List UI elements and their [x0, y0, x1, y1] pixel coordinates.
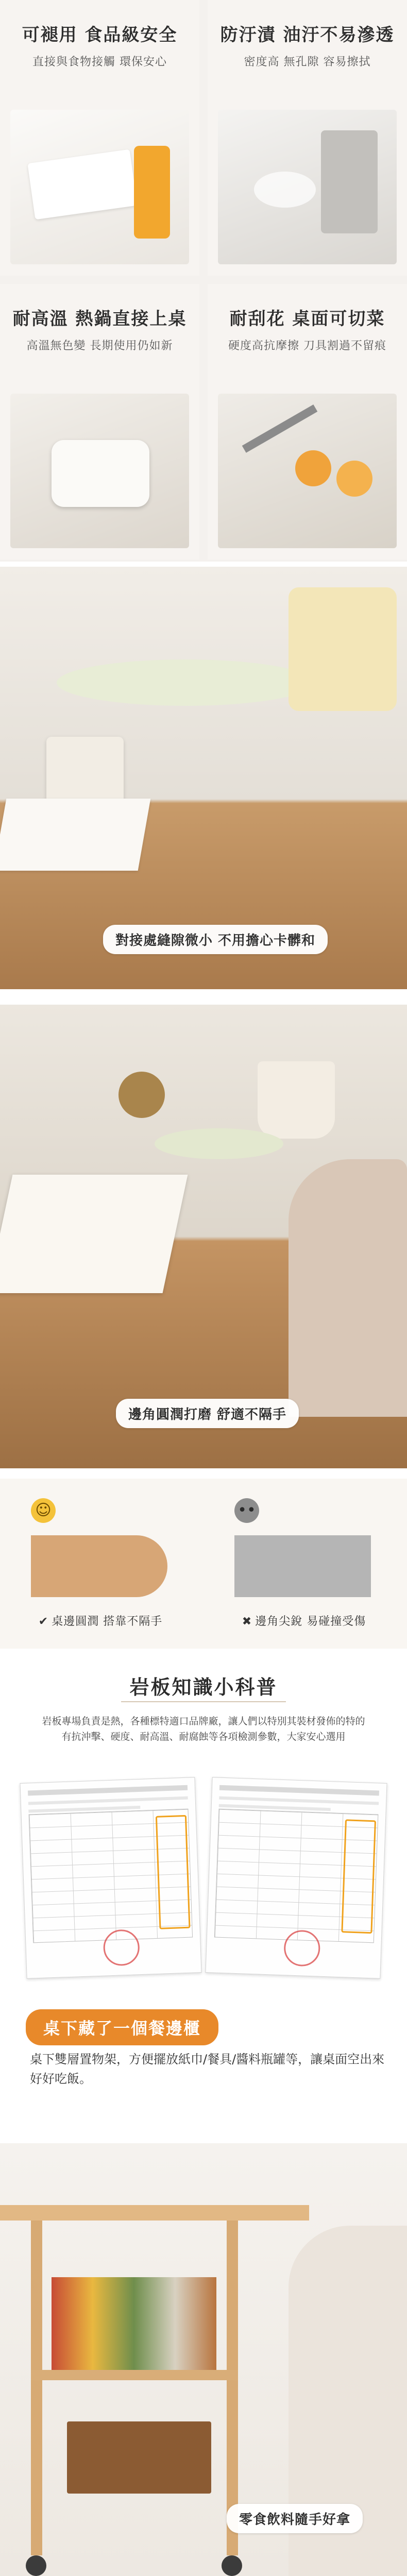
orange-slice-shape	[295, 450, 331, 486]
test-report-document	[20, 1777, 201, 1979]
feature-title: 耐刮花 桌面可切菜	[229, 309, 385, 329]
comparison-bad-text: 邊角尖銳 易碰撞受傷	[255, 1615, 366, 1628]
feature-card-stain-proof	[208, 0, 407, 276]
doc-header-bar	[219, 1785, 379, 1796]
test-report-document	[205, 1777, 387, 1979]
candle-jar-shape	[118, 1072, 165, 1118]
knowledge-body: 岩板專場負責是熱，各種標特適口品牌廠，讓人們以特別其裝材發佈的特的有抗沖擊、硬度、耐高溫、耐腐蝕等各項檢測參數，大家安心選用	[42, 1716, 365, 1742]
feature-subtitle: 高溫無色變 長期使用仍如新	[26, 340, 173, 352]
result-highlight-box	[341, 1819, 376, 1934]
result-highlight-box	[156, 1815, 191, 1929]
feature-subtitle: 密度高 無孔隙 容易擦拭	[244, 56, 371, 69]
hand-shape	[321, 130, 378, 233]
plate-shape	[57, 659, 314, 706]
doc-header-bar	[28, 1785, 188, 1796]
feature-title: 可褪用 食品級安全	[22, 25, 178, 45]
shelf-middle-board	[31, 2370, 238, 2380]
scratch-resistant-photo	[218, 394, 397, 548]
title-underline	[121, 1701, 286, 1702]
sharp-edge-illustration	[234, 1535, 371, 1597]
snack-caption: 零食飲料隨手好拿	[227, 2504, 363, 2533]
storage-tag: 桌下藏了一個餐邊櫃	[26, 2009, 218, 2045]
feature-grid	[0, 0, 407, 562]
feature-card-heat-resistant	[0, 284, 199, 560]
bottle-shape	[134, 146, 170, 239]
knowledge-title: 岩板知識小科普	[129, 1676, 278, 1699]
caster-wheel	[222, 2555, 242, 2576]
neutral-face-icon: ••	[234, 1498, 259, 1523]
tabletop-joint-photo	[0, 567, 407, 989]
stain-proof-photo	[218, 110, 397, 264]
comparison-bad	[204, 1479, 407, 1649]
snack-basket	[67, 2421, 211, 2494]
under-table-shelf-photo	[0, 2143, 407, 2576]
comparison-good-label	[21, 1613, 180, 1629]
plate-shape	[155, 1128, 283, 1159]
check-icon: ✔	[38, 1615, 49, 1628]
food-safe-photo	[10, 110, 189, 264]
lamp-shape	[289, 587, 397, 711]
orange-slice-shape	[336, 461, 372, 497]
rounded-edge-photo	[0, 1005, 407, 1468]
comparison-good-text: 桌邊圓潤 搭靠不隔手	[52, 1615, 163, 1628]
open-magazine-shape	[0, 1175, 188, 1293]
shelf-leg	[31, 2221, 42, 2555]
feature-title: 防汙漬 油汙不易滲透	[220, 25, 395, 45]
knife-shape	[242, 404, 318, 453]
doc-line	[28, 1797, 188, 1805]
cutting-board-shape	[27, 149, 137, 220]
feature-subtitle: 直接與食物接觸 環保安心	[32, 56, 167, 69]
smile-icon: ☺	[31, 1498, 56, 1523]
mug-shape	[258, 1061, 335, 1139]
cross-icon: ✖	[242, 1615, 252, 1628]
caster-wheel	[26, 2555, 46, 2576]
feature-card-food-safe	[0, 0, 199, 276]
feature-card-scratch-resistant	[208, 284, 407, 560]
storage-section-header	[0, 1994, 407, 2133]
joint-caption: 對接處縫隙微小 不用擔心卡髒和	[103, 925, 328, 954]
slate-knowledge-section	[0, 1654, 407, 1989]
condiment-bottles	[52, 2277, 216, 2370]
rounded-edge-illustration	[31, 1535, 167, 1597]
storage-description: 桌下雙層置物架，方便擺放紙巾/餐具/醬料瓶罐等，讓桌面空出來好好吃飯。	[30, 2052, 385, 2086]
doc-line	[219, 1797, 379, 1805]
person-arm-shape	[289, 1159, 407, 1417]
water-drop-shape	[254, 172, 316, 208]
comparison-bad-label	[224, 1613, 384, 1629]
shelf-top-board	[0, 2205, 309, 2221]
feature-subtitle: 硬度高抗摩擦 刀具割過不留痕	[228, 340, 386, 352]
rounded-edge-caption: 邊角圓潤打磨 舒適不隔手	[116, 1399, 299, 1428]
comparison-good	[0, 1479, 204, 1649]
heat-resistant-photo	[10, 394, 189, 548]
book-shape	[0, 799, 150, 871]
feature-title: 耐高溫 熱鍋直接上桌	[12, 309, 187, 329]
edge-comparison	[0, 1479, 407, 1649]
casserole-pot-shape	[52, 440, 149, 507]
